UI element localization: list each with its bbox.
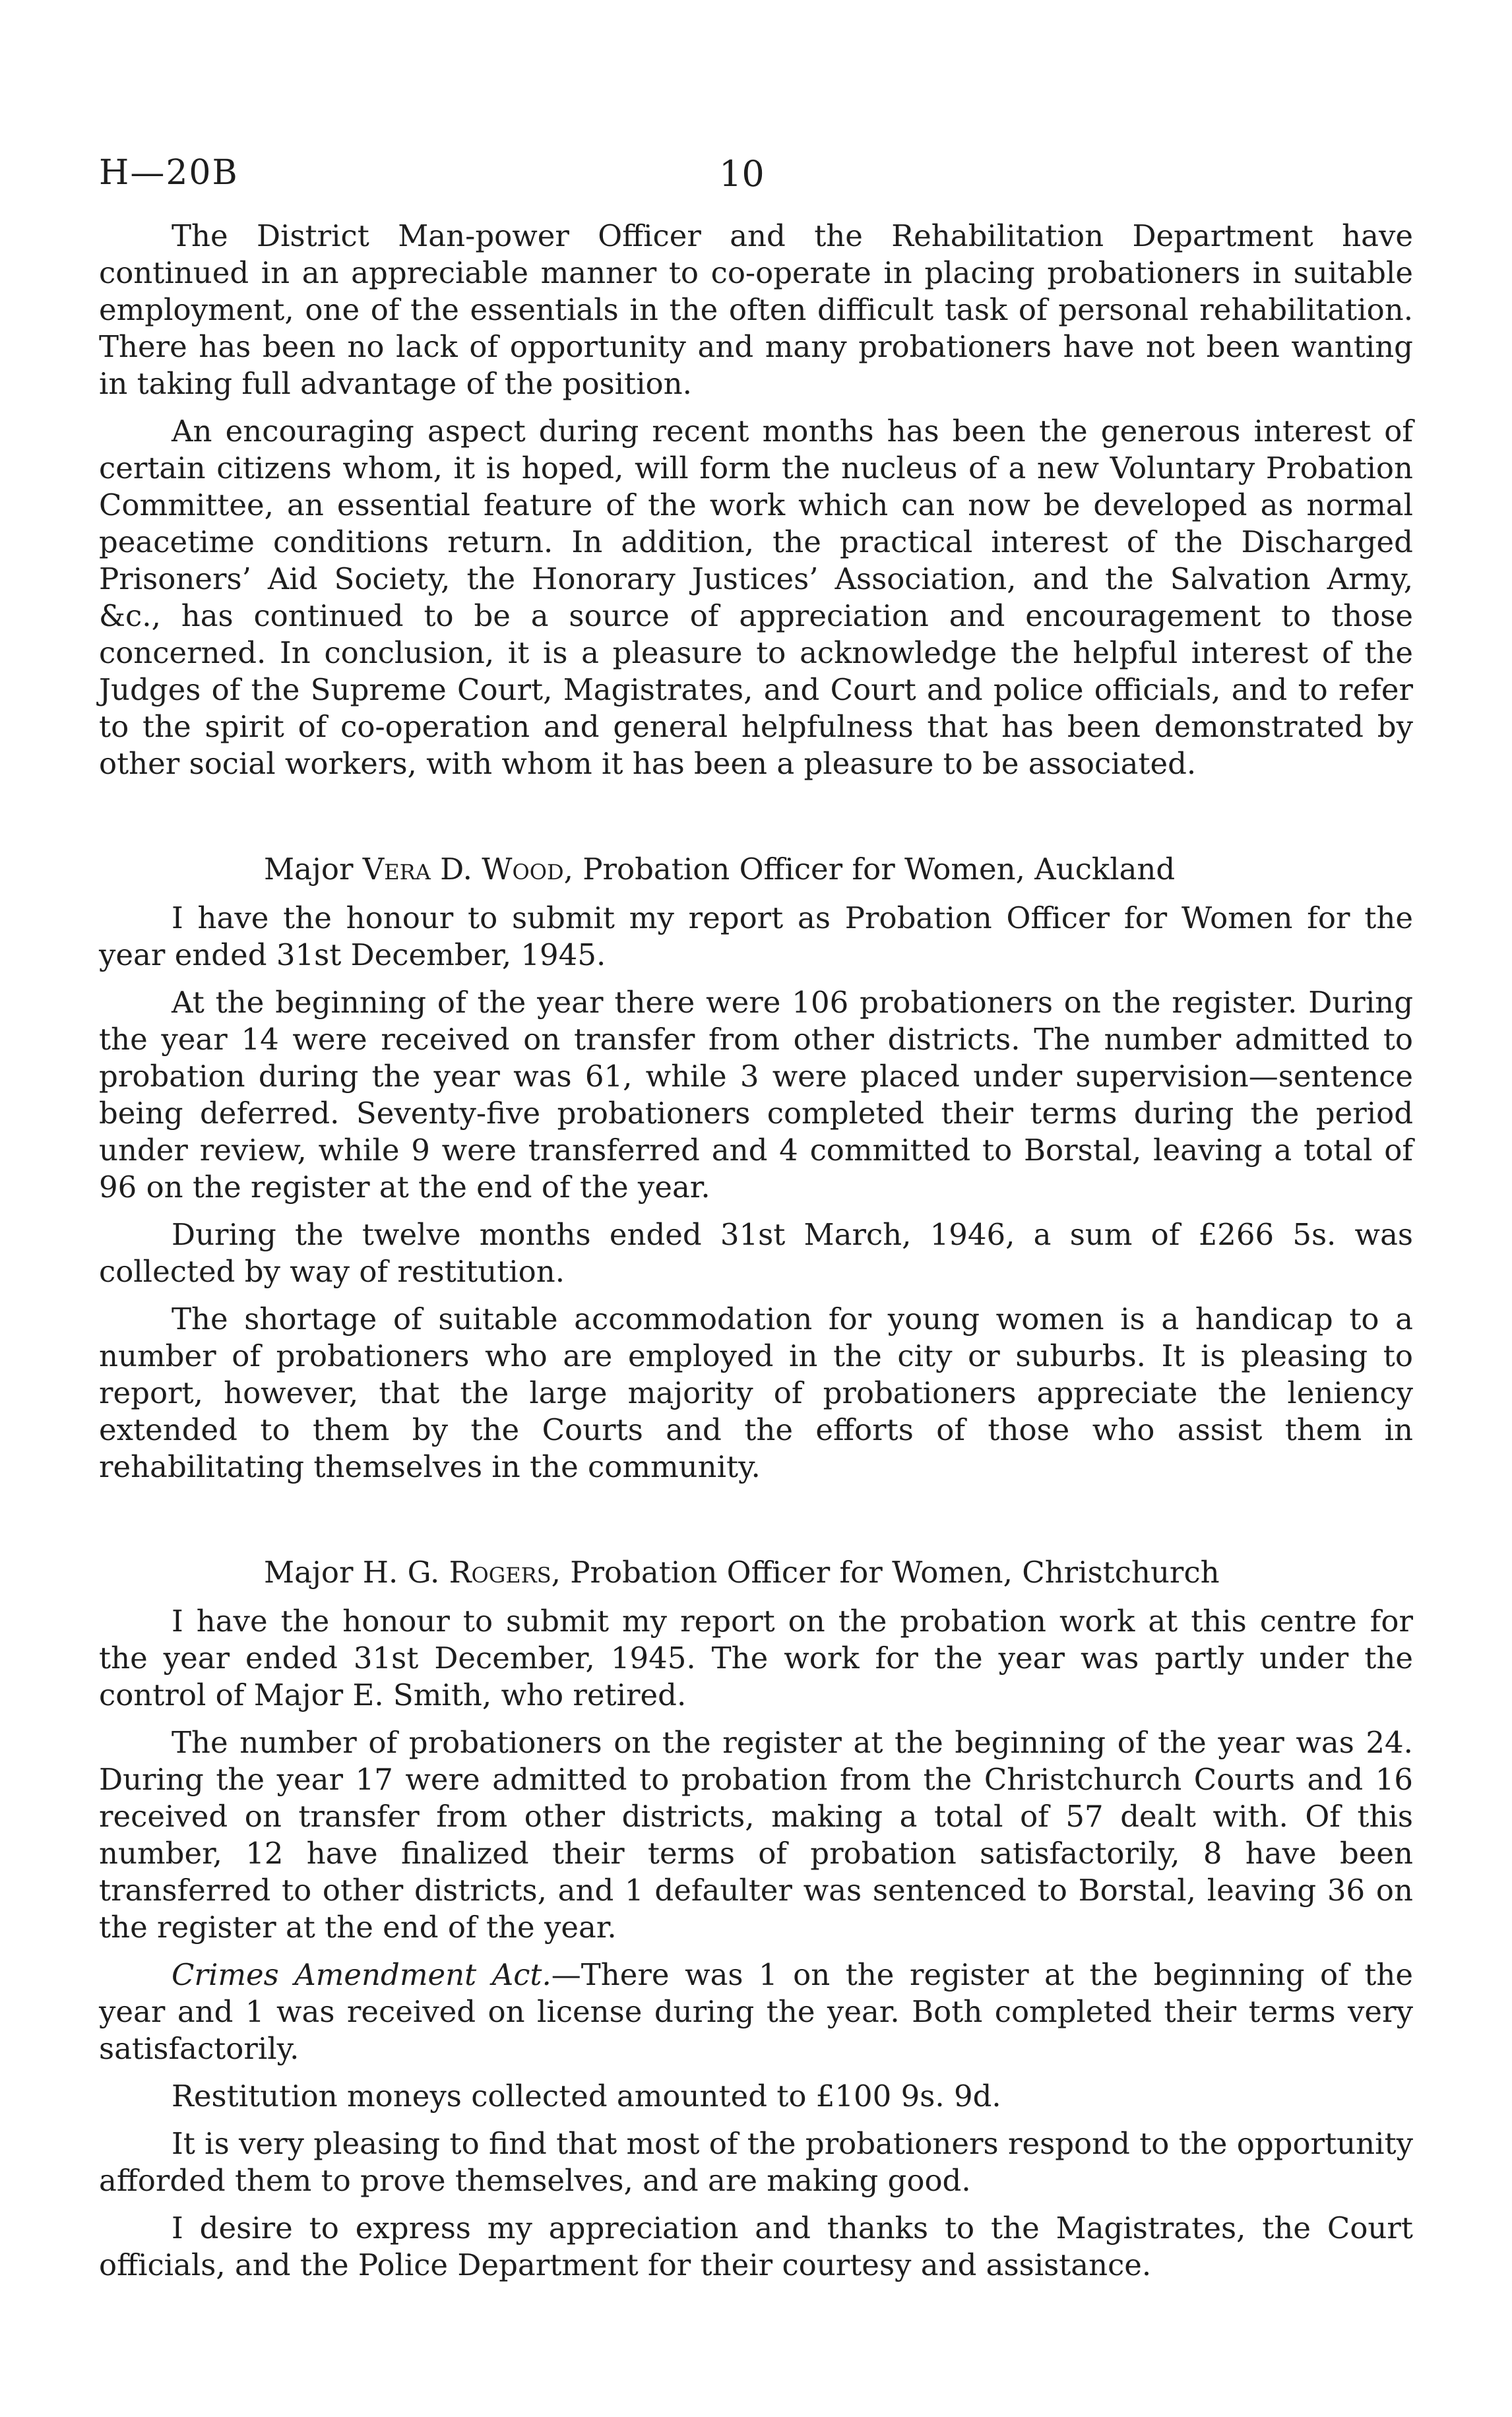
intro-paragraph: The District Man-power Officer and the Rehabilitation Department have continued in an appreciable manner to co-operate in placing probationers in suitable employment, one of the essentials in the often difficult task of personal rehabilitation. There has been no lack of opportunity and many probationers have not been wanting in taking full advantage of the position.	[99, 218, 1413, 401]
intro-paragraph: An encouraging aspect during recent months has been the generous interest of certain citizens whom, it is hoped, will form the nucleus of a new Voluntary Probation Committee, an essential feature of the work which can now be developed as normal peacetime conditions return. In addition, the practical interest of the Discharged Prisoners’ Aid Society, the Honorary Justices’ Association, and the Salvation Army, &c., has continued to be a source of appreciation and encouragement to those concerned. In conclusion, it is a pleasure to acknowledge the helpful interest of the Judges of the Supreme Court, Magistrates, and Court and police officials, and to refer to the spirit of co-operation and general helpfulness that has been demonstrated by other social workers, with whom it has been a pleasure to be associated.	[99, 414, 1413, 781]
heading-suffix: , Probation Officer for Women, Christchurch	[551, 1555, 1220, 1590]
auckland-section-heading	[99, 851, 1413, 888]
crimes-act-label: Crimes Amendment Act.	[172, 1957, 551, 1992]
christchurch-paragraph: It is very pleasing to find that most of the probationers respond to the opportunity afforded them to prove themselves, and are making good.	[99, 2126, 1413, 2198]
officer-name: Rogers	[449, 1555, 551, 1590]
auckland-paragraph: During the twelve months ended 31st March, 1946, a sum of £266 5s. was collected by way of restitution.	[99, 1217, 1413, 1289]
christchurch-paragraph: The number of probationers on the register at the beginning of the year was 24. During the year 17 were admitted to probation from the Christchurch Courts and 16 received on transfer from other districts, making a total of 57 dealt with. Of this number, 12 have finalized their terms of probation satisfactorily, 8 have been transferred to other districts, and 1 defaulter was sentenced to Borstal, leaving 36 on the register at the end of the year.	[99, 1725, 1413, 1945]
christchurch-paragraph: Restitution moneys collected amounted to £100 9s. 9d.	[172, 2079, 1001, 2114]
crimes-amendment-paragraph	[99, 1957, 1413, 2067]
heading-prefix: Major H. G.	[264, 1555, 440, 1590]
page-body	[99, 218, 1413, 2294]
officer-name: Vera D. Wood	[362, 852, 564, 887]
heading-prefix: Major	[264, 852, 354, 887]
auckland-paragraph: The shortage of suitable accommodation for young women is a handicap to a number of probationers who are employed in the city or suburbs. It is pleasing to report, however, that the large majority of probationers appreciate the leniency extended to them by the Courts and the efforts of those who assist them in rehabilitating themselves in the community.	[99, 1302, 1413, 1484]
page-header	[99, 153, 1413, 206]
document-reference: H—20B	[99, 153, 239, 193]
christchurch-paragraph: I have the honour to submit my report on the probation work at this centre for the year ended 31st December, 1945. The work for the year was partly under the control of Major E. Smith, who retired.	[99, 1604, 1413, 1712]
christchurch-section-heading	[99, 1554, 1413, 1591]
page-number: 10	[719, 153, 765, 195]
heading-suffix: , Probation Officer for Women, Auckland	[563, 852, 1176, 887]
crimes-act-text: —There was 1 on the register at the beginning of the year and 1 was received on license during the year. Both completed their terms very satisfactorily.	[99, 1957, 1413, 2066]
auckland-paragraph: I have the honour to submit my report as Probation Officer for Women for the year ended 31st December, 1945.	[99, 900, 1413, 972]
christchurch-paragraph: I desire to express my appreciation and thanks to the Magistrates, the Court officials, and the Police Department for their courtesy and assistance.	[99, 2211, 1413, 2282]
auckland-paragraph: At the beginning of the year there were 106 probationers on the register. During the year 14 were received on transfer from other districts. The number admitted to probation during the year was 61, while 3 were placed under supervision—sentence being deferred. Seventy-five probationers completed their terms during the period under review, while 9 were transferred and 4 committed to Borstal, leaving a total of 96 on the register at the end of the year.	[99, 985, 1413, 1205]
